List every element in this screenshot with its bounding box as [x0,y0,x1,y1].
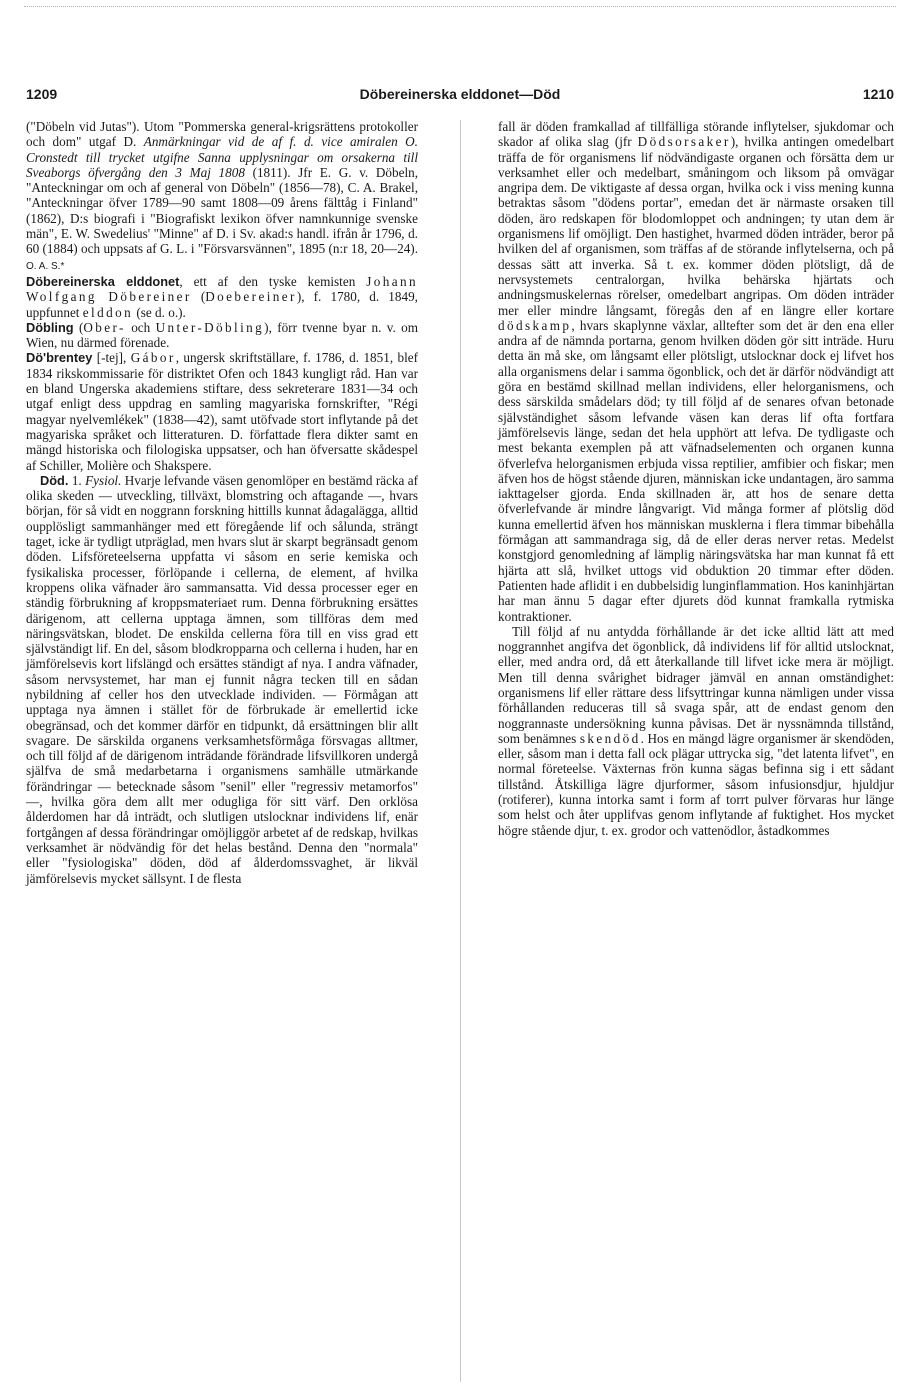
text-run: ), f. 1780, d. 1849, uppfunnet [26,289,418,320]
entry-dobling [26,320,418,351]
running-title: Döbereinerska elddonet—Död [359,86,561,102]
text-run: [-tej], [92,350,131,366]
entry-dobereinerska-elddonet [26,274,418,320]
headword: Död. [40,472,69,488]
text-run: och [125,319,156,335]
spaced-term: skendöd [579,730,641,746]
text-run: ( [73,319,84,335]
text-run: ("Döbeln vid Jutas"). Utom "Pommerska general-krigsrättens protokoller och dom" utgaf D. [26,119,418,150]
text-run: ), hvilka antingen omedelbart träffa de för organismens lif nödvändigaste organen och försätta dem ur verksamhet eller och medelbart, småningom och liksom på omvägar angripa dem. De viktigaste af dessa organ, hvilka ock i viss mening kunna betraktas såsom "dödens portar", emedan det är närmaste orsaken till döden, äro redskapen för blodomloppet och andningen; ty utan dem är organismens lif omöjligt. Den hastighet, hvarmed döden inträder, beror på hvilken del af organismen, som träffas af de störande inflytelserna, och på dessas sätt att inverka. Så t. ex. kommer döden plötsligt, då de nervsystemets centralorgan, hvilka behärska hjärtats och andningsmuskelernas rörelser, omedelbart angripas. Om döden inträder mer eller mindre långsamt, föregås den af en längre eller kortare [498,134,894,318]
spaced-name: Ober- [83,319,126,335]
spaced-name: Johann Wolfgang Döbereiner [26,273,418,305]
right-column [498,119,894,838]
text-run: , hvars skaplynne växlar, alltefter som det är den ena eller andra af de nämnda portarna, genom hvilken döden gör sitt inträde. Huru detta än må ske, om långsamt eller plötsligt, utslocknar dock ej lifvet hos alla organismens delar i samma ögonblick, och det är därför nödvändigt att göra en bestämd skillnad mellan individens, eller helorganismens, och dess särskilda smådelars död; ty till följd af de senares ofvan betonade självständighet såsom lefvande väsen kan deras lif ofta fortfara jämförelsevis länge, sedan det hela upphört att lefva. De tydligaste och mest bekanta exemplen på att väfnadselementen och organen kunna öfverlefva helorganismen erbjuda vissa reptilier, amfibier och fiskar; men äfven hos de högst stående djuren, människan icke undantagen, äro samma iakttagelser gjorda. Enda skillnaden är, att hos de senare detta öfverlefvande är mindre långvarigt. Vid många former af plötslig död kunna emellertid äfven hos människan musklerna i flera timmar bibehålla förmågan att sammandraga sig, då de eller deras nerver retas. Medelst konstgjord genomledning af lämplig näringsvätska har man kunnat få ett hjärta att slå, hvilket uttogs vid obduktion 20 timmar efter döden. Patienten hade aflidit i en dubbelsidig lunginflammation. Hos kaninhjärtan har man ännu 5 dagar efter djurets död kunnat framkalla rytmiska kontraktioner. [498,317,894,624]
text-run: ( [191,289,206,305]
headword: Döbereinerska elddonet [26,273,180,289]
spaced-term: dödskamp [498,317,572,333]
spaced-name: Doebereiner [205,289,297,305]
book-title: Anmärkningar vid de af f. d. vice amiralen O. Cronstedt till trycket utgifne Sanna upplysningar om orsakerna till Sveaborgs öfvergång den 3 Maj 1808 [26,134,418,180]
text-run: Hvarje lefvande väsen genomlöper en bestämd räcka af olika skeden — utveckling, tillväxt, blomstring och aftagande —, hvars början, för så vidt en noggrann forskning hittills kunnat ådagalägga, alltid oupplösligt sammanhänger med ett föregående lif och sålunda, strängt taget, icke är tydligt utpräglad, men hvars slut är skarpt begränsadt genom döden. Lifsföreteelserna uppfatta vi såsom en serie kemiska och fysikaliska processer, förlöpande i cellerna, de element, af hvilka kroppens olika väfnader äro sammansatta. Vid dessa processer eger en ständig förbrukning af kroppsmateriaet rum. Denna förbrukning ersättes därigenom, att cellerna upptaga ämnen, som tillföras dem med näringsvätskan, blodet. De enskilda cellerna föra till en viss grad ett självständigt lif. En del, såsom blodkropparna och cellerna i huden, har en jämförelsevis kort lifslängd och ersättes ständigt af nya. I andra väfnader, såsom nervsystemet, har man ej funnit några tecken till en sådan nybildning af celler hos den utvecklade individen. — Förmågan att upptaga nya ämnen i stället för de förbrukade är emellertid icke obegränsad, och det kommer därför en tidpunkt, då ersättningen blir allt svagare. De särskilda organens verksamhetsförmåga försvagas alltmer, och till följd af de därigenom inträdande förändrade lifsvillkoren undergå själfva de små medarbetarna i organismens samhälle utmärkande förändringar — betecknade såsom "senil" eller "regressiv metamorfos" —, hvilka göra dem allt mer odugliga för sitt värf. Den orklösa ålderdomen har då inträdt, och slutligen utslocknar individens lif, enär fortgången af dessa förändringar omöjliggör arbetet af de redskap, hvilkas verksamhet är nödvändig för det helas bestånd. Denna den "normala" eller "fysiologiska" döden, död af ålderdomssvaghet, är likväl jämförelsevis mycket sällsynt. I de flesta [26,472,419,886]
cross-reference: Dödsorsaker [637,134,731,150]
top-rule [24,6,896,7]
text-run: (se d. o.). [133,304,186,320]
paragraph [498,624,894,838]
headword: Dö'brentey [26,350,93,366]
author-signature: O. A. S.* [26,260,65,272]
spaced-name: Unter-Döbling [155,319,265,335]
right-page-number: 1210 [862,86,894,102]
text-run: , ett af den tyske kemisten [179,273,367,289]
text-run: ), förr tvenne byar n. v. om Wien, nu därmed förenade. [26,319,418,351]
text-run: fall är döden framkallad af tillfälliga störande inflytelser, sjukdomar och skador af olika slag (jfr [498,119,894,150]
entry-continuation [26,119,418,274]
text-run: (1811). Jfr E. G. v. Döbeln, "Anteckningar om och af general von Döbeln" (1856—78), C. A. Brakel, "Anteckningar öfver 1789—90 samt 1808—09 årens fälttåg i Finland" (1862), D:s biografi i "Biografiskt lexikon öfver namnkunnige svenske män", E. W. Swedelius' "Minne" af D. i Sv. akad:s handl. ifrån år 1796, d. 60 (1884) och uppsats af G. L. i "Försvarsvännen", 1895 (n:r 18, 20—24). [26,164,418,257]
text-run: , ungersk skriftställare, f. 1786, d. 1851, blef 1834 rikskommissarie för distriktet Ofen och 1843 kungligt råd. Han var en bland Ungerska akademiens stiftare, dess sekreterare 1831—34 och utgaf enligt dess uppdrag en samling magyariska fornskrifter, "Régi magyar nyelvemlékek" (1838—42), samt utöfvade stort inflytande på det magyariska språket och litteraturen. D. författade flera dikter samt en mängd historiska och filologiska uppsatser, och han öfversatte skådespel af Schiller, Molière och Shakspere. [26,350,418,473]
cross-reference: elddon [82,304,134,320]
left-page-number: 1209 [26,86,58,102]
left-column [26,119,418,886]
paragraph [498,119,894,624]
headword: Döbling [26,319,74,335]
text-run: Till följd af nu antydda förhållande är det icke alltid lätt att med noggrannhet angifva det ögonblick, då individens lif för alltid utslocknat, eller, med andra ord, då ett återkallande till lifvet icke mera är möjligt. Men till denna svårighet bidrager jämväl en annan omständighet: organismens lif eller rättare dess lifsyttringar kunna nämligen under vissa förhållanden reduceras till så svaga spår, att de endast genom den noggrannaste undersökning kunna påvisas. Det är nyssnämnda tillstånd, som benämnes [498,623,894,746]
field-label: Fysiol. [85,472,122,488]
text-run: 1. [68,472,86,488]
spaced-name: Gábor [130,350,176,366]
entry-dod [26,473,418,886]
entry-dobrentey [26,350,418,472]
text-run: . Hos en mängd lägre organismer är skendöden, eller, såsom man i detta fall ock plägar uttrycka sig, "det latenta lifvet", en normal företeelse. Växternas frön kunna sägas befinna sig i ett sådant tillstånd. Åtskilliga lägre djurformer, såsom infusionsdjur, hjuldjur (rotiferer), kunna intorka samt i form af torrt pulver förvaras hur länge som helst och åter upplifvas genom inflytande af fuktighet. Hos mycket högre stående djur, t. ex. grodor och vattenödlor, åstadkommes [498,730,894,838]
column-divider [460,120,461,1382]
page-header [26,86,894,108]
